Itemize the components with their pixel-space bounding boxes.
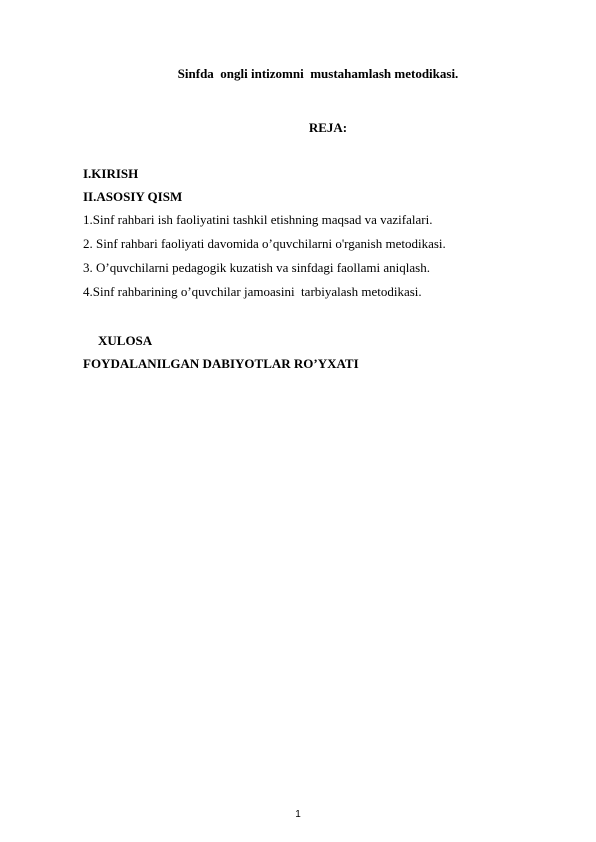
plan-item-1: 1.Sinf rahbari ish faoliyatini tashkil etishning maqsad va vazifalari. <box>83 212 433 227</box>
section-intro: I.KIRISH <box>83 166 139 181</box>
plan-item-4: 4.Sinf rahbarining o’quvchilar jamoasini tarbiyalash metodikasi. <box>83 284 422 299</box>
plan-heading: REJA: <box>308 120 348 135</box>
document-title: Sinfda ongli intizomni mustahamlash metodikasi. <box>177 66 459 81</box>
section-bibliography: FOYDALANILGAN DABIYOTLAR RO’YXATI <box>83 356 359 371</box>
section-main: II.ASOSIY QISM <box>83 189 183 204</box>
page-number: 1 <box>295 809 301 820</box>
plan-item-2: 2. Sinf rahbari faoliyati davomida o’quvchilarni o'rganish metodikasi. <box>83 236 446 251</box>
section-conclusion: XULOSA <box>98 333 153 348</box>
plan-item-3: 3. O’quvchilarni pedagogik kuzatish va sinfdagi faollami aniqlash. <box>83 260 430 275</box>
